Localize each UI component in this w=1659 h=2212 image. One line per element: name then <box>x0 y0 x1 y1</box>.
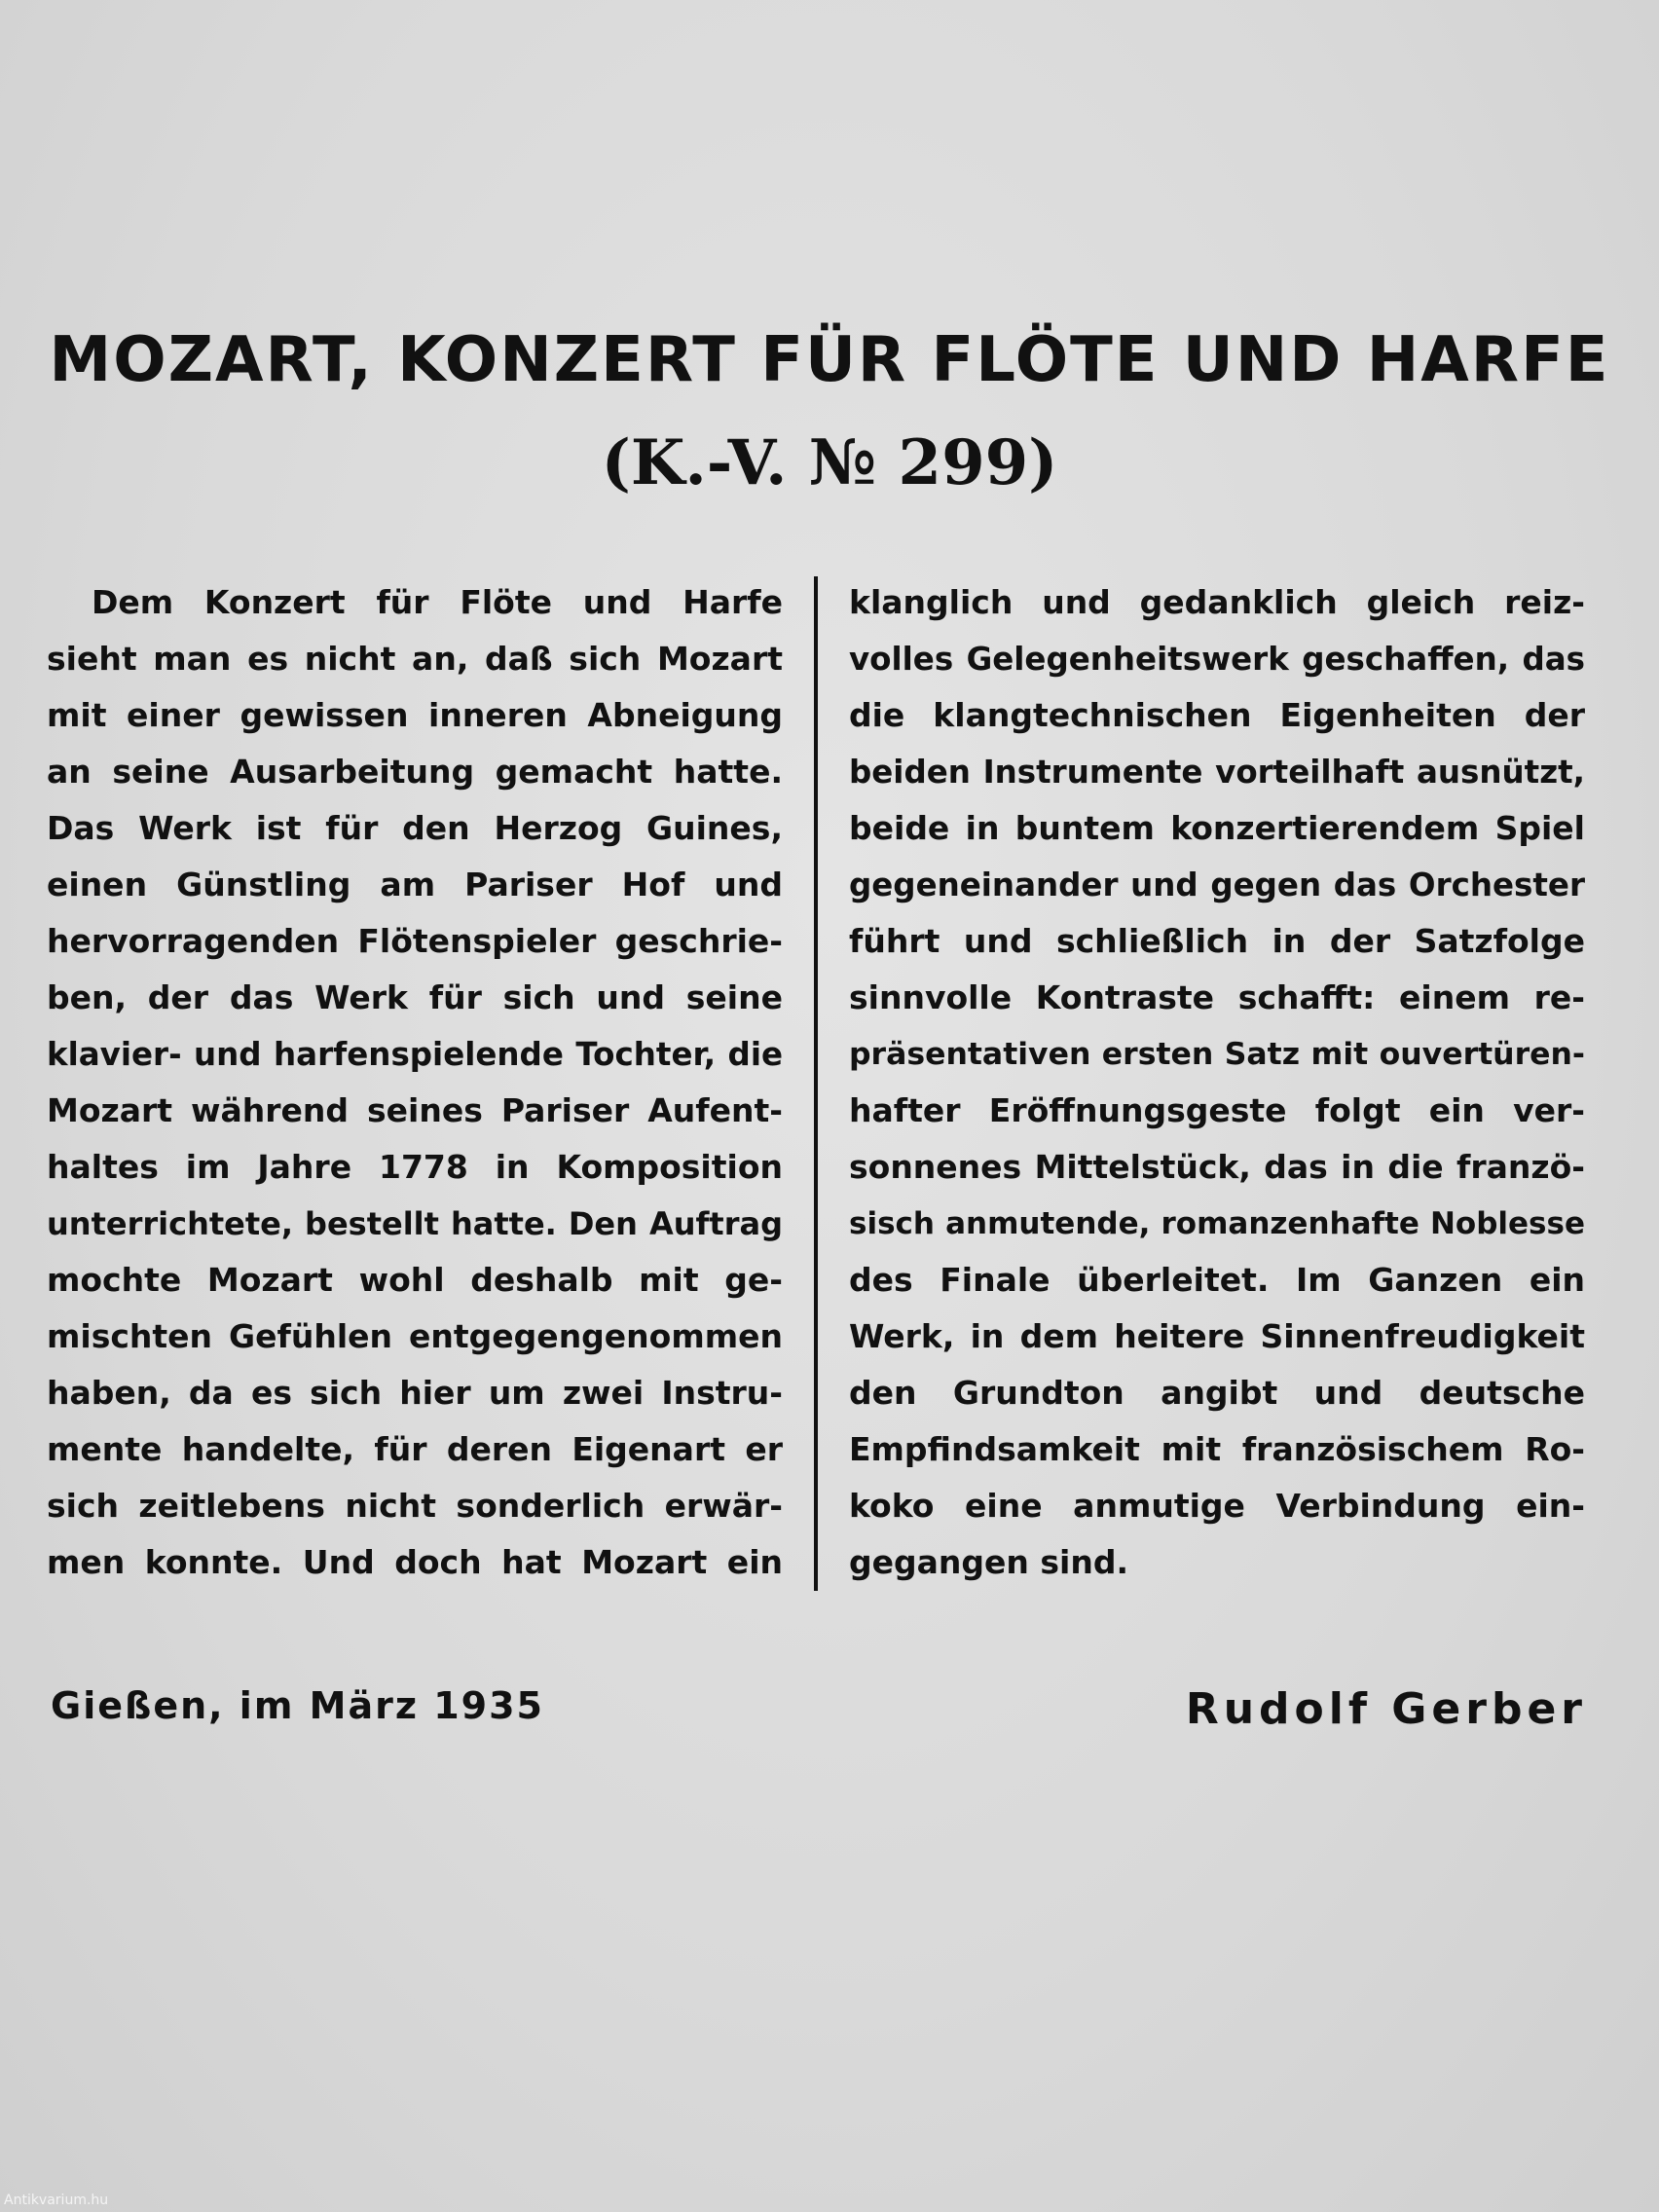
text-line: sisch anmutende, romanzenhafte Noblesse <box>849 1206 1585 1241</box>
text-line: koko eine anmutige Verbindung ein- <box>849 1487 1585 1525</box>
text-line: haltes im Jahre 1778 in Komposition <box>47 1148 783 1186</box>
watermark: Antikvarium.hu <box>4 2193 109 2208</box>
page-title: MOZART, KONZERT FÜR FLÖTE UND HARFE <box>49 324 1610 396</box>
text-line: Empfindsamkeit mit französischem Ro- <box>849 1430 1585 1468</box>
column-divider <box>814 576 818 1591</box>
text-line: ben, der das Werk für sich und seine <box>47 978 783 1016</box>
text-line: hafter Eröffnungsgeste folgt ein ver- <box>849 1091 1585 1129</box>
text-line: an seine Ausarbeitung gemacht hatte. <box>47 753 783 791</box>
text-line: klanglich und gedanklich gleich reiz- <box>849 583 1585 621</box>
author-signature: Rudolf Gerber <box>1185 1684 1587 1734</box>
text-line: gegangen sind. <box>849 1543 1128 1581</box>
text-column-left <box>47 574 783 1591</box>
text-line: beide in buntem konzertierendem Spiel <box>849 809 1585 847</box>
place-date: Gießen, im März 1935 <box>51 1684 544 1727</box>
text-line: Dem Konzert für Flöte und Harfe <box>92 583 783 621</box>
text-line: einen Günstling am Pariser Hof und <box>47 866 783 903</box>
text-line: mochte Mozart wohl deshalb mit ge- <box>47 1261 783 1299</box>
text-line: präsentativen ersten Satz mit ouvertüren- <box>849 1037 1585 1072</box>
text-line: men konnte. Und doch hat Mozart ein <box>47 1543 783 1581</box>
text-line: Werk, in dem heitere Sinnenfreudigkeit <box>849 1317 1585 1355</box>
text-line: den Grundton angibt und deutsche <box>849 1374 1585 1412</box>
page-subtitle: (K.-V. № 299) <box>601 426 1058 499</box>
text-line: sonnenes Mittelstück, das in die franzö- <box>849 1148 1585 1186</box>
text-line: gegeneinander und gegen das Orchester <box>849 866 1585 903</box>
text-line: des Finale überleitet. Im Ganzen ein <box>849 1261 1585 1299</box>
text-line: volles Gelegenheitswerk geschaffen, das <box>849 641 1585 678</box>
text-line: haben, da es sich hier um zwei Instru- <box>47 1374 783 1412</box>
text-line: mente handelte, für deren Eigenart er <box>47 1430 783 1468</box>
text-line: unterrichtete, bestellt hatte. Den Auftrag <box>47 1205 783 1242</box>
text-line: Das Werk ist für den Herzog Guines, <box>47 809 783 847</box>
text-line: beiden Instrumente vorteilhaft ausnützt, <box>849 754 1585 791</box>
text-line: hervorragenden Flötenspieler geschrie- <box>47 922 783 960</box>
text-line: mischten Gefühlen entgegengenommen <box>47 1317 783 1355</box>
text-line: die klangtechnischen Eigenheiten der <box>849 696 1585 734</box>
text-line: Mozart während seines Pariser Aufent- <box>47 1091 783 1129</box>
text-column-right <box>849 574 1585 1591</box>
text-line: sich zeitlebens nicht sonderlich erwär- <box>47 1487 783 1525</box>
text-line: klavier- und harfenspielende Tochter, die <box>47 1036 783 1073</box>
text-line: mit einer gewissen inneren Abneigung <box>47 696 783 734</box>
text-line: führt und schließlich in der Satzfolge <box>849 922 1585 960</box>
text-line: sieht man es nicht an, daß sich Mozart <box>47 640 783 678</box>
text-line: sinnvolle Kontraste schafft: einem re- <box>849 978 1585 1016</box>
